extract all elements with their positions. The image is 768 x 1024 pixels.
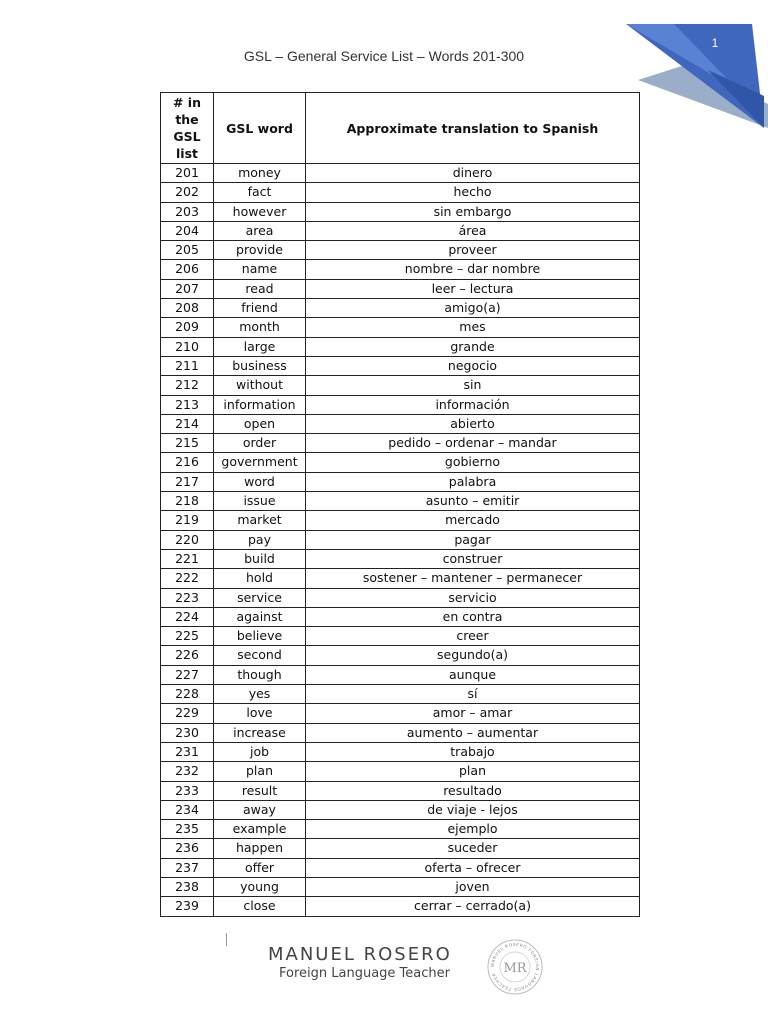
cell-translation: abierto bbox=[306, 414, 640, 433]
table-row bbox=[161, 704, 640, 723]
cell-translation: proveer bbox=[306, 241, 640, 260]
cell-gsl-word: build bbox=[214, 549, 306, 568]
cell-number: 237 bbox=[161, 858, 214, 877]
page-number: 1 bbox=[711, 36, 719, 50]
cell-gsl-word: large bbox=[214, 337, 306, 356]
cell-gsl-word: example bbox=[214, 820, 306, 839]
footer-author-title: Foreign Language Teacher bbox=[279, 966, 450, 981]
cell-number: 232 bbox=[161, 762, 214, 781]
table-row bbox=[161, 762, 640, 781]
cell-number: 234 bbox=[161, 800, 214, 819]
cell-number: 209 bbox=[161, 318, 214, 337]
table-row bbox=[161, 318, 640, 337]
seal-initials: MR bbox=[503, 961, 527, 976]
seal-ring-text: MANUEL ROSERO FOREIGN LANGUAGE TEACHER bbox=[489, 941, 541, 993]
cell-number: 211 bbox=[161, 356, 214, 375]
cell-number: 208 bbox=[161, 299, 214, 318]
cell-number: 217 bbox=[161, 472, 214, 491]
cell-translation: grande bbox=[306, 337, 640, 356]
cell-gsl-word: money bbox=[214, 164, 306, 183]
cell-translation: sin embargo bbox=[306, 202, 640, 221]
cell-number: 222 bbox=[161, 569, 214, 588]
cell-number: 224 bbox=[161, 607, 214, 626]
table-row bbox=[161, 356, 640, 375]
table-row bbox=[161, 665, 640, 684]
cell-gsl-word: against bbox=[214, 607, 306, 626]
cell-number: 213 bbox=[161, 395, 214, 414]
cell-gsl-word: word bbox=[214, 472, 306, 491]
cell-translation: nombre – dar nombre bbox=[306, 260, 640, 279]
cell-translation: plan bbox=[306, 762, 640, 781]
footer-author-name: MANUEL ROSERO bbox=[268, 944, 452, 965]
cell-gsl-word: friend bbox=[214, 299, 306, 318]
table-row bbox=[161, 414, 640, 433]
cell-number: 228 bbox=[161, 685, 214, 704]
cell-number: 236 bbox=[161, 839, 214, 858]
gsl-word-table bbox=[160, 92, 640, 917]
cell-number: 223 bbox=[161, 588, 214, 607]
cell-translation: trabajo bbox=[306, 742, 640, 761]
cell-translation: amor – amar bbox=[306, 704, 640, 723]
cell-translation: oferta – ofrecer bbox=[306, 858, 640, 877]
cell-number: 226 bbox=[161, 646, 214, 665]
cell-translation: amigo(a) bbox=[306, 299, 640, 318]
cell-gsl-word: open bbox=[214, 414, 306, 433]
cell-translation: gobierno bbox=[306, 453, 640, 472]
cell-gsl-word: yes bbox=[214, 685, 306, 704]
cell-number: 231 bbox=[161, 742, 214, 761]
cell-translation: aumento – aumentar bbox=[306, 723, 640, 742]
table-row bbox=[161, 279, 640, 298]
table-row bbox=[161, 820, 640, 839]
cell-number: 230 bbox=[161, 723, 214, 742]
cell-gsl-word: plan bbox=[214, 762, 306, 781]
table-row bbox=[161, 607, 640, 626]
cell-gsl-word: second bbox=[214, 646, 306, 665]
cell-gsl-word: government bbox=[214, 453, 306, 472]
table-row bbox=[161, 646, 640, 665]
cell-translation: resultado bbox=[306, 781, 640, 800]
table-row bbox=[161, 800, 640, 819]
table-row bbox=[161, 627, 640, 646]
page-title: GSL – General Service List – Words 201-300 bbox=[243, 48, 525, 64]
table-row bbox=[161, 569, 640, 588]
cell-translation: negocio bbox=[306, 356, 640, 375]
table-row bbox=[161, 588, 640, 607]
cell-translation: sin bbox=[306, 376, 640, 395]
cell-translation: pedido – ordenar – mandar bbox=[306, 434, 640, 453]
cell-gsl-word: away bbox=[214, 800, 306, 819]
cell-gsl-word: fact bbox=[214, 183, 306, 202]
cell-gsl-word: provide bbox=[214, 241, 306, 260]
cell-number: 233 bbox=[161, 781, 214, 800]
table-row bbox=[161, 685, 640, 704]
cell-translation: ejemplo bbox=[306, 820, 640, 839]
cell-translation: joven bbox=[306, 877, 640, 896]
cell-translation: cerrar – cerrado(a) bbox=[306, 897, 640, 916]
table-row bbox=[161, 858, 640, 877]
column-header-translation: Approximate translation to Spanish bbox=[306, 93, 640, 164]
table-row bbox=[161, 434, 640, 453]
cell-gsl-word: young bbox=[214, 877, 306, 896]
cell-translation: en contra bbox=[306, 607, 640, 626]
cell-number: 214 bbox=[161, 414, 214, 433]
table-row bbox=[161, 781, 640, 800]
cell-gsl-word: job bbox=[214, 742, 306, 761]
cell-gsl-word: offer bbox=[214, 858, 306, 877]
cell-gsl-word: area bbox=[214, 221, 306, 240]
cell-number: 205 bbox=[161, 241, 214, 260]
cell-gsl-word: increase bbox=[214, 723, 306, 742]
footer-divider bbox=[226, 933, 227, 946]
cell-number: 235 bbox=[161, 820, 214, 839]
cell-number: 238 bbox=[161, 877, 214, 896]
table-row bbox=[161, 839, 640, 858]
cell-translation: servicio bbox=[306, 588, 640, 607]
table-row bbox=[161, 241, 640, 260]
cell-translation: segundo(a) bbox=[306, 646, 640, 665]
table-row bbox=[161, 511, 640, 530]
cell-gsl-word: love bbox=[214, 704, 306, 723]
cell-number: 204 bbox=[161, 221, 214, 240]
cell-gsl-word: business bbox=[214, 356, 306, 375]
cell-gsl-word: hold bbox=[214, 569, 306, 588]
cell-gsl-word: happen bbox=[214, 839, 306, 858]
cell-number: 215 bbox=[161, 434, 214, 453]
table-row bbox=[161, 549, 640, 568]
table-row bbox=[161, 337, 640, 356]
table-row bbox=[161, 530, 640, 549]
table-header-row bbox=[161, 93, 640, 164]
table-row bbox=[161, 877, 640, 896]
cell-number: 216 bbox=[161, 453, 214, 472]
cell-number: 221 bbox=[161, 549, 214, 568]
cell-number: 201 bbox=[161, 164, 214, 183]
table-row bbox=[161, 183, 640, 202]
table-row bbox=[161, 221, 640, 240]
cell-number: 219 bbox=[161, 511, 214, 530]
cell-number: 212 bbox=[161, 376, 214, 395]
cell-translation: sí bbox=[306, 685, 640, 704]
cell-number: 225 bbox=[161, 627, 214, 646]
cell-translation: pagar bbox=[306, 530, 640, 549]
cell-gsl-word: month bbox=[214, 318, 306, 337]
cell-translation: sostener – mantener – permanecer bbox=[306, 569, 640, 588]
cell-gsl-word: believe bbox=[214, 627, 306, 646]
cell-gsl-word: pay bbox=[214, 530, 306, 549]
mr-monogram-seal-icon bbox=[486, 938, 544, 996]
cell-translation: leer – lectura bbox=[306, 279, 640, 298]
cell-translation: información bbox=[306, 395, 640, 414]
table-row bbox=[161, 202, 640, 221]
table-row bbox=[161, 492, 640, 511]
cell-gsl-word: close bbox=[214, 897, 306, 916]
cell-translation: área bbox=[306, 221, 640, 240]
cell-gsl-word: issue bbox=[214, 492, 306, 511]
table-row bbox=[161, 376, 640, 395]
cell-gsl-word: order bbox=[214, 434, 306, 453]
table-row bbox=[161, 472, 640, 491]
cell-number: 218 bbox=[161, 492, 214, 511]
table-row bbox=[161, 260, 640, 279]
cell-number: 207 bbox=[161, 279, 214, 298]
cell-translation: palabra bbox=[306, 472, 640, 491]
cell-number: 220 bbox=[161, 530, 214, 549]
cell-gsl-word: name bbox=[214, 260, 306, 279]
cell-translation: hecho bbox=[306, 183, 640, 202]
cell-translation: mercado bbox=[306, 511, 640, 530]
cell-translation: creer bbox=[306, 627, 640, 646]
cell-gsl-word: though bbox=[214, 665, 306, 684]
cell-gsl-word: without bbox=[214, 376, 306, 395]
cell-translation: de viaje - lejos bbox=[306, 800, 640, 819]
cell-number: 210 bbox=[161, 337, 214, 356]
table-row bbox=[161, 897, 640, 916]
table-row bbox=[161, 395, 640, 414]
cell-translation: dinero bbox=[306, 164, 640, 183]
cell-translation: mes bbox=[306, 318, 640, 337]
cell-number: 206 bbox=[161, 260, 214, 279]
table-row bbox=[161, 299, 640, 318]
table-row bbox=[161, 723, 640, 742]
cell-gsl-word: service bbox=[214, 588, 306, 607]
table-row bbox=[161, 742, 640, 761]
cell-number: 202 bbox=[161, 183, 214, 202]
cell-gsl-word: read bbox=[214, 279, 306, 298]
cell-number: 229 bbox=[161, 704, 214, 723]
cell-number: 227 bbox=[161, 665, 214, 684]
cell-translation: construer bbox=[306, 549, 640, 568]
column-header-number: # in the GSL list bbox=[161, 93, 214, 164]
cell-gsl-word: result bbox=[214, 781, 306, 800]
cell-number: 239 bbox=[161, 897, 214, 916]
cell-translation: suceder bbox=[306, 839, 640, 858]
cell-gsl-word: market bbox=[214, 511, 306, 530]
column-header-word: GSL word bbox=[214, 93, 306, 164]
cell-translation: aunque bbox=[306, 665, 640, 684]
cell-number: 203 bbox=[161, 202, 214, 221]
cell-gsl-word: however bbox=[214, 202, 306, 221]
table-row bbox=[161, 453, 640, 472]
cell-gsl-word: information bbox=[214, 395, 306, 414]
cell-translation: asunto – emitir bbox=[306, 492, 640, 511]
table-row bbox=[161, 164, 640, 183]
